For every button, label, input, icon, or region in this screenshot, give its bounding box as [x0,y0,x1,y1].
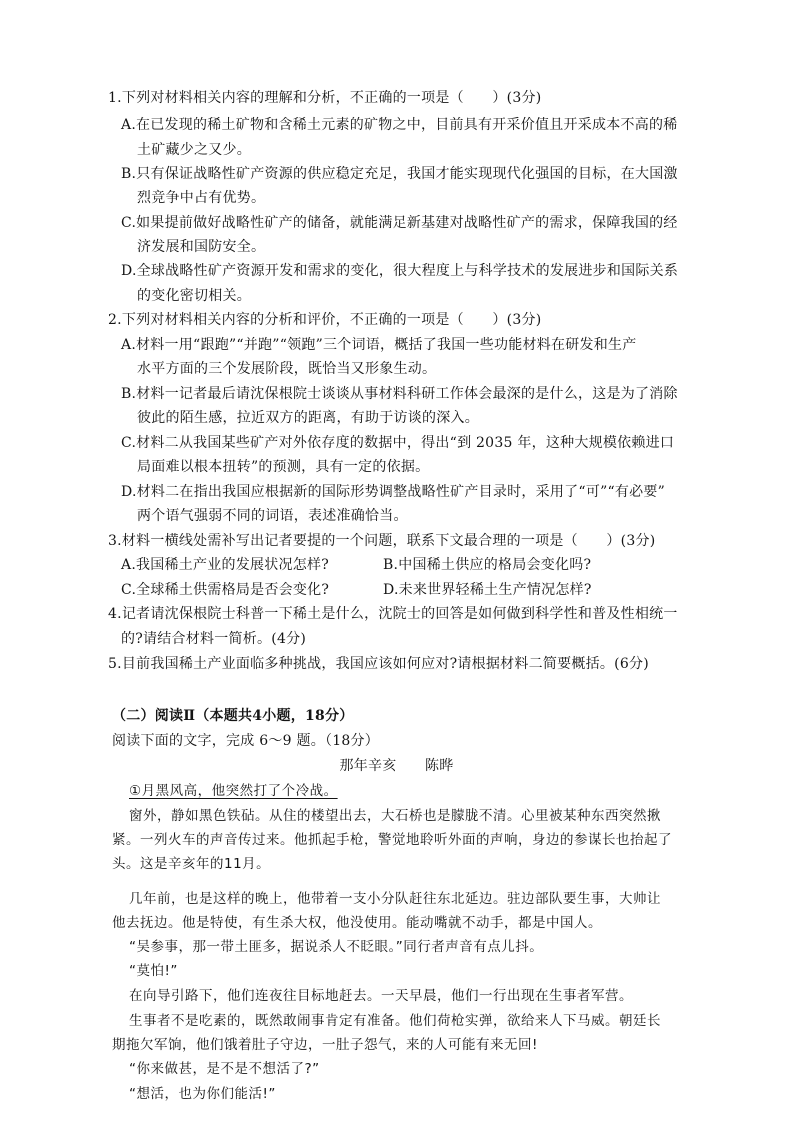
q3-choice-b: B.中国稀土供应的格局会变化吗? [383,557,592,573]
q2-option-b-line1: B.材料一记者最后请沈保根院士谈谈从事材料科研工作体会最深的是什么，这是为了消除 [121,386,678,402]
q1-option-a-line2: 土矿藏少之又少。 [137,142,251,158]
q2-option-c-line2: 局面难以根本扭转”的预测，具有一定的依据。 [137,459,430,475]
q2-option-b-line2: 彼此的陌生感，拉近双方的距离，有助于访谈的深入。 [137,410,479,426]
story-p2-line2: 他去抚边。他是特使，有生杀大权，他没使用。能动嘴就不动手，都是中国人。 [112,915,602,931]
story-p6-line2: 期拖欠军饷，他们饿着肚子守边，一肚子怨气，来的人可能有来无回! [112,1037,538,1053]
story-title: 那年辛亥 陈晔 [339,758,454,774]
q2-option-a-line1: A.材料一用“跟跑”“并跑”“领跑”三个词语，概括了我国一些功能材料在研发和生产 [121,337,637,353]
q1-option-a-line1: A.在已发现的稀土矿物和含稀土元素的矿物之中，目前具有开采价值且开采成本不高的稀 [121,117,678,133]
story-p5: 在向导引路下，他们连夜往目标地赶去。一天早晨，他们一行出现在生事者军营。 [129,988,633,1004]
question-5-stem: 5.目前我国稀土产业面临多种挑战，我国应该如何应对?请根据材料二简要概括。(6分) [108,656,649,672]
q2-option-a-line2: 水平方面的三个发展阶段，既恰当又形象生动。 [137,361,437,377]
story-p7: “你来做甚，是不是不想活了?” [129,1061,320,1077]
q3-choice-d: D.未来世界轻稀土生产情况怎样? [383,582,592,598]
q3-choice-c: C.全球稀土供需格局是否会变化? [121,582,330,598]
q1-option-c-line2: 济发展和国防安全。 [137,239,266,255]
story-p6-line1: 生事者不是吃素的，既然敢闹事肯定有准备。他们荷枪实弹，欲给来人下马威。朝廷长 [129,1013,661,1029]
story-p3: “吴参事，那一带土匪多，据说杀人不眨眼。”同行者声音有点儿抖。 [129,939,544,955]
q3-choice-a: A.我国稀土产业的发展状况怎样? [121,557,330,573]
story-p1-line3: 头。这是辛亥年的11月。 [112,856,271,872]
story-p1-line2: 紧。一列火车的声音传过来。他抓起手枪，警觉地聆听外面的声响，身边的参谋长也抬起了 [112,832,672,848]
q1-option-b-line2: 烈竞争中占有优势。 [137,190,266,206]
q1-option-c-line1: C.如果提前做好战略性矿产的储备，就能满足新基建对战略性矿产的需求，保障我国的经 [121,215,678,231]
section-heading: （二）阅读Ⅱ（本题共4小题，18分） [112,708,354,724]
story-p4: “莫怕!” [129,963,178,979]
question-4-stem-line2: 的?请结合材料一简析。(4分) [121,631,307,647]
q1-option-d-line1: D.全球战略性矿产资源开发和需求的变化，很大程度上与科学技术的发展进步和国际关系 [121,263,679,279]
q2-option-d-line1: D.材料二在指出我国应根据新的国际形势调整战略性矿产目录时，采用了“可”“有必要” [121,484,666,500]
q1-option-b-line1: B.只有保证战略性矿产资源的供应稳定充足，我国才能实现现代化强国的目标，在大国激 [121,166,678,182]
story-p1-line1: 窗外，静如黑色铁砧。从住的楼望出去，大石桥也是朦胧不清。心里被某种东西突然揪 [129,808,661,824]
section-instruction: 阅读下面的文字，完成 6～9 题。（18分） [112,733,380,749]
question-2-stem: 2.下列对材料相关内容的分析和评价，不正确的一项是（ ）(3分) [108,312,542,328]
story-p2-line1: 几年前，也是这样的晚上，他带着一支小分队赶往东北延边。驻边部队要生事，大帅让 [129,891,661,907]
q2-option-d-line2: 两个语气强弱不同的词语，表述准确恰当。 [137,508,408,524]
question-3-stem: 3.材料一横线处需补写出记者要提的一个问题，联系下文最合理的一项是（ ）(3分) [108,533,656,549]
q2-option-c-line1: C.材料二从我国某些矿产对外依存度的数据中，得出“到 2035 年，这种大规模依赖进口 [121,435,675,451]
story-first-line: ①月黑风高，他突然打了个冷战。 [129,783,338,799]
story-p8: “想活，也为你们能活!” [129,1086,276,1102]
question-4-stem-line1: 4.记者请沈保根院士科普一下稀土是什么，沈院士的回答是如何做到科学性和普及性相统一 [108,606,678,622]
question-1-stem: 1.下列对材料相关内容的理解和分析，不正确的一项是（ ）(3分) [108,90,542,106]
q1-option-d-line2: 的变化密切相关。 [137,288,251,304]
